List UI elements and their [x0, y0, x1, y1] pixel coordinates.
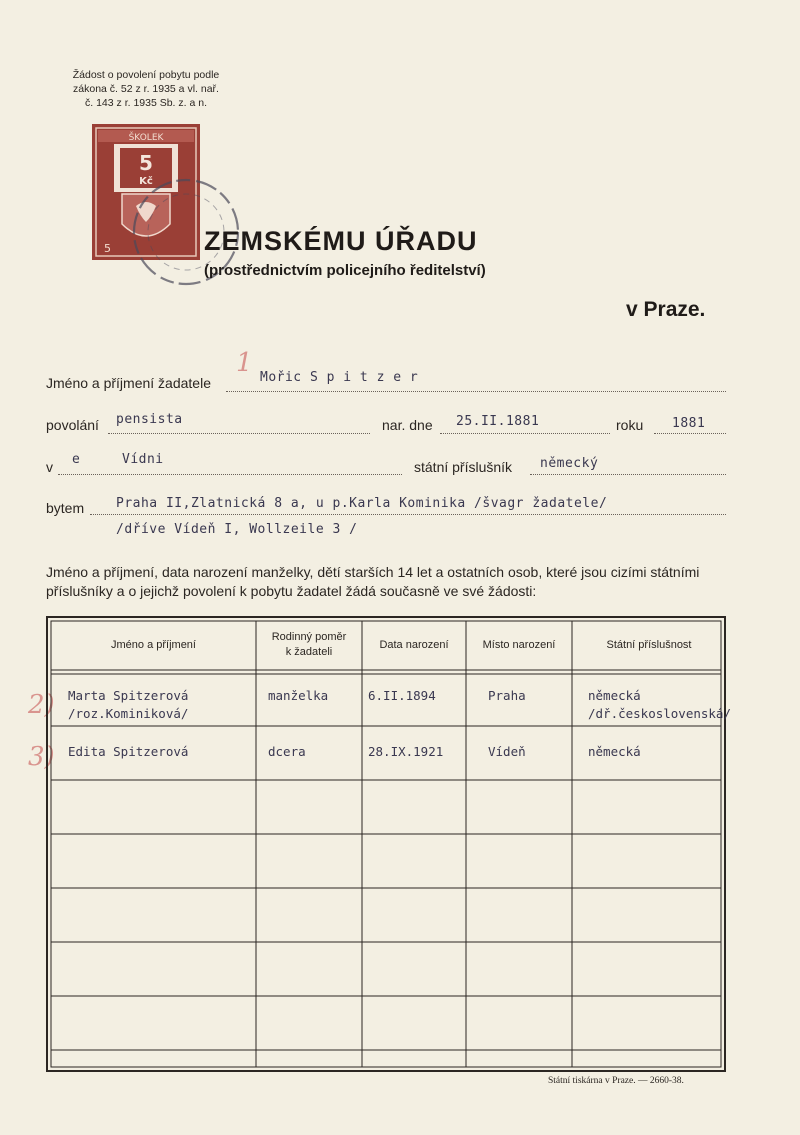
form-subtitle: (prostřednictvím policejního ředitelství)	[204, 262, 486, 279]
row1-relation[interactable]: manželka	[268, 688, 329, 703]
header-nationality: Státní příslušnost	[606, 639, 692, 651]
header-birth-date: Data narození	[379, 639, 449, 651]
nationality-dotted-line	[530, 474, 726, 475]
row1-name-note[interactable]: /roz.Kominiková/	[68, 706, 189, 721]
family-intro-text: Jméno a příjmení, data narození manželky, dětí starších 14 let a ostatních osob, které jsou cizími státními příslušníky a o jejichž povolení k pobytu žadatel žádá současně ve své žádosti:	[46, 564, 700, 599]
annotation-mark-1: 1	[236, 348, 253, 378]
row2-birth-place[interactable]: Vídeň	[488, 744, 526, 759]
form-title: ZEMSKÉMU ÚŘADU	[204, 226, 478, 256]
year-label: roku	[616, 417, 644, 433]
stamp-value: 5	[139, 151, 153, 175]
occupation-label: povolání	[46, 417, 99, 433]
year-value[interactable]: 1881	[672, 416, 706, 431]
nationality-label: státní příslušník	[414, 459, 513, 475]
family-table-grid	[46, 616, 726, 1072]
place-label: v	[46, 459, 53, 475]
row2-nationality[interactable]: německá	[588, 744, 641, 759]
place-value[interactable]: Vídni	[122, 452, 164, 467]
legal-reference	[46, 68, 246, 110]
stamp-corner-value: 5	[104, 242, 111, 255]
header-relation: Rodinný poměr k žadateli	[271, 631, 347, 658]
row1-nationality[interactable]: německá	[588, 688, 641, 703]
nationality-value[interactable]: německý	[540, 456, 599, 471]
row2-name[interactable]: Edita Spitzerová	[68, 744, 189, 759]
place-prefix: e	[72, 452, 81, 467]
occupation-dotted-line	[108, 433, 370, 434]
born-label: nar. dne	[382, 417, 433, 433]
header-name: Jméno a příjmení	[111, 639, 196, 651]
year-dotted-line	[654, 433, 726, 434]
legal-line-2: zákona č. 52 z r. 1935 a vl. nař.	[73, 83, 219, 95]
form-city: v Praze.	[626, 298, 706, 321]
legal-line-1: Žádost o povolení pobytu podle	[72, 69, 220, 81]
born-dotted-line	[440, 433, 610, 434]
row1-birth-date[interactable]: 6.II.1894	[368, 688, 436, 703]
name-value[interactable]: Mořic S p i t z e r	[260, 370, 419, 385]
stamp-currency: Kč	[139, 176, 153, 187]
name-label: Jméno a příjmení žadatele	[46, 375, 211, 391]
residence-dotted-line	[90, 514, 726, 515]
stamp-top-text: ŠKOLEK	[128, 133, 164, 143]
annotation-mark-3: 3)	[28, 742, 55, 772]
residence-label: bytem	[46, 500, 85, 516]
header-birth-place: Místo narození	[482, 639, 556, 651]
occupation-value[interactable]: pensista	[116, 412, 183, 427]
legal-line-3: č. 143 z r. 1935 Sb. z. a n.	[85, 97, 207, 109]
printer-imprint: Státní tiskárna v Praze. — 2660-38.	[548, 1076, 684, 1086]
annotation-mark-2: 2)	[28, 690, 55, 720]
name-dotted-line	[226, 391, 726, 392]
row1-name[interactable]: Marta Spitzerová	[68, 688, 189, 703]
row1-birth-place[interactable]: Praha	[488, 688, 526, 703]
row2-relation[interactable]: dcera	[268, 744, 306, 759]
residence-line-2[interactable]: /dříve Vídeň I, Wollzeile 3 /	[116, 522, 358, 537]
row2-birth-date[interactable]: 28.IX.1921	[368, 744, 444, 759]
residence-line-1[interactable]: Praha II,Zlatnická 8 a, u p.Karla Kominika /švagr žadatele/	[116, 496, 608, 511]
born-value[interactable]: 25.II.1881	[456, 414, 540, 429]
place-dotted-line	[58, 474, 402, 475]
row1-nationality-note[interactable]: /dř.československá/	[588, 706, 731, 721]
